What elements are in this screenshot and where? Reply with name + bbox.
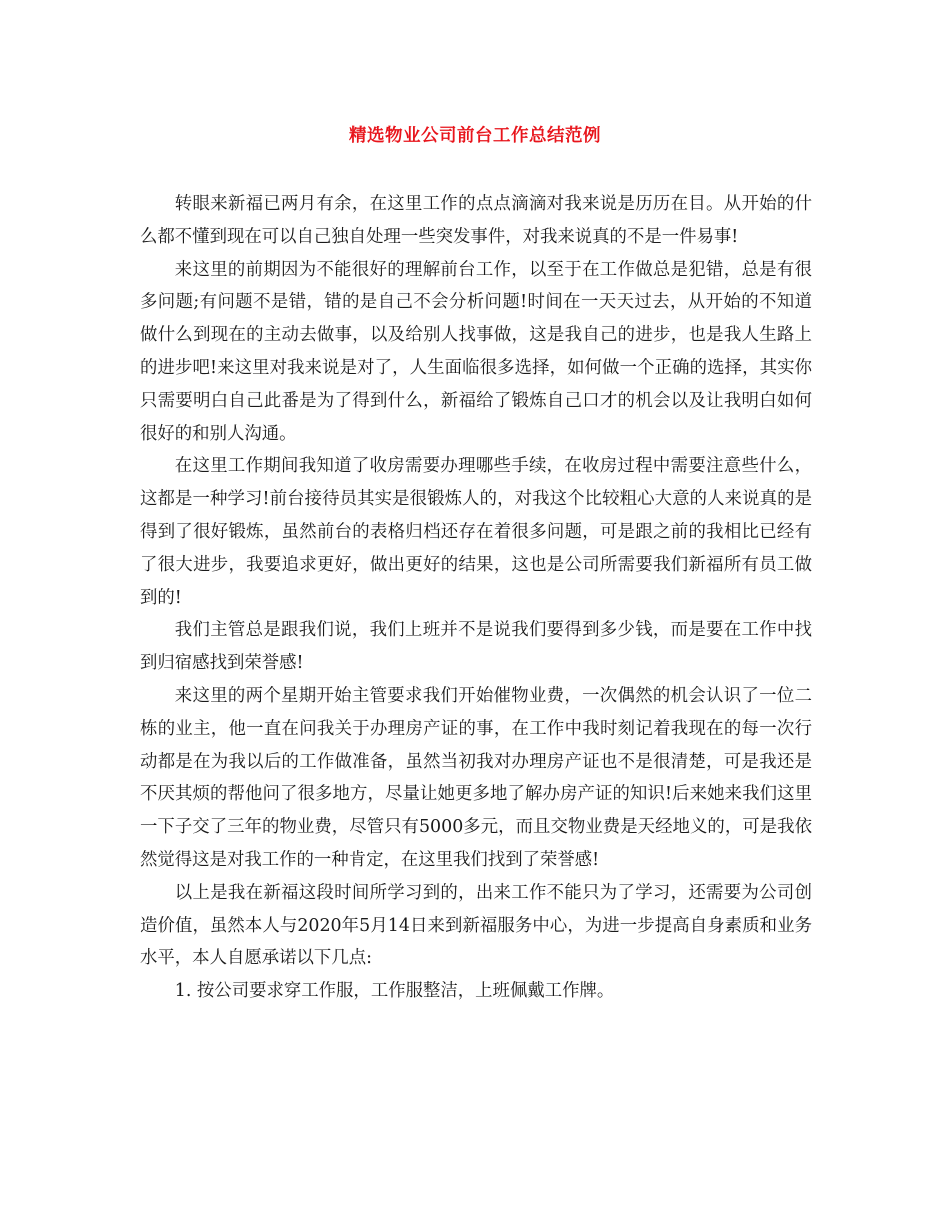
paragraph: 来这里的前期因为不能很好的理解前台工作，以至于在工作做总是犯错，总是有很多问题;有问题不是错，错的是自己不会分析问题!时间在一天天过去，从开始的不知道做什么到现在的主动去做事，以及给别人找事做，这是我自己的进步，也是我人生路上的进步吧!来这里对我来说是对了，人生面临很多选择，如何做一个正确的选择，其实你只需要明白自己此番是为了得到什么，新福给了锻炼自己口才的机会以及让我明白如何很好的和别人沟通。: [140, 259, 812, 444]
list-item: 1. 按公司要求穿工作服，工作服整洁，上班佩戴工作牌。: [174, 981, 615, 1002]
paragraph: 我们主管总是跟我们说，我们上班并不是说我们要得到多少钱，而是要在工作中找到归宿感找到荣誉感!: [140, 620, 812, 674]
paragraph: 在这里工作期间我知道了收房需要办理哪些手续，在收房过程中需要注意些什么，这都是一种学习!前台接待员其实是很锻炼人的，对我这个比较粗心大意的人来说真的是得到了很好锻炼，虽然前台的表格归档还存在着很多问题，可是跟之前的我相比已经有了很大进步，我要追求更好，做出更好的结果，这也是公司所需要我们新福所有员工做到的!: [140, 456, 812, 608]
document-title: 精选物业公司前台工作总结范例: [349, 126, 601, 146]
paragraph: 以上是我在新福这段时间所学习到的，出来工作不能只为了学习，还需要为公司创造价值，虽然本人与2020年5月14日来到新福服务中心，为进一步提高自身素质和业务水平，本人自愿承诺以下几点:: [140, 882, 812, 969]
paragraph: 来这里的两个星期开始主管要求我们开始催物业费，一次偶然的机会认识了一位二栋的业主，他一直在问我关于办理房产证的事，在工作中我时刻记着我现在的每一次行动都是在为我以后的工作做准备，虽然当初我对办理房产证也不是很清楚，可是我还是不厌其烦的帮他问了很多地方，尽量让她更多地了解办房产证的知识!后来她来我们这里一下子交了三年的物业费，尽管只有5000多元，而且交物业费是天经地义的，可是我依然觉得这是对我工作的一种肯定，在这里我们找到了荣誉感!: [140, 685, 812, 870]
paragraph: 转眼来新福已两月有余，在这里工作的点点滴滴对我来说是历历在目。从开始的什么都不懂到现在可以自己独自处理一些突发事件，对我来说真的不是一件易事!: [140, 194, 812, 247]
document-body: [140, 188, 812, 1008]
